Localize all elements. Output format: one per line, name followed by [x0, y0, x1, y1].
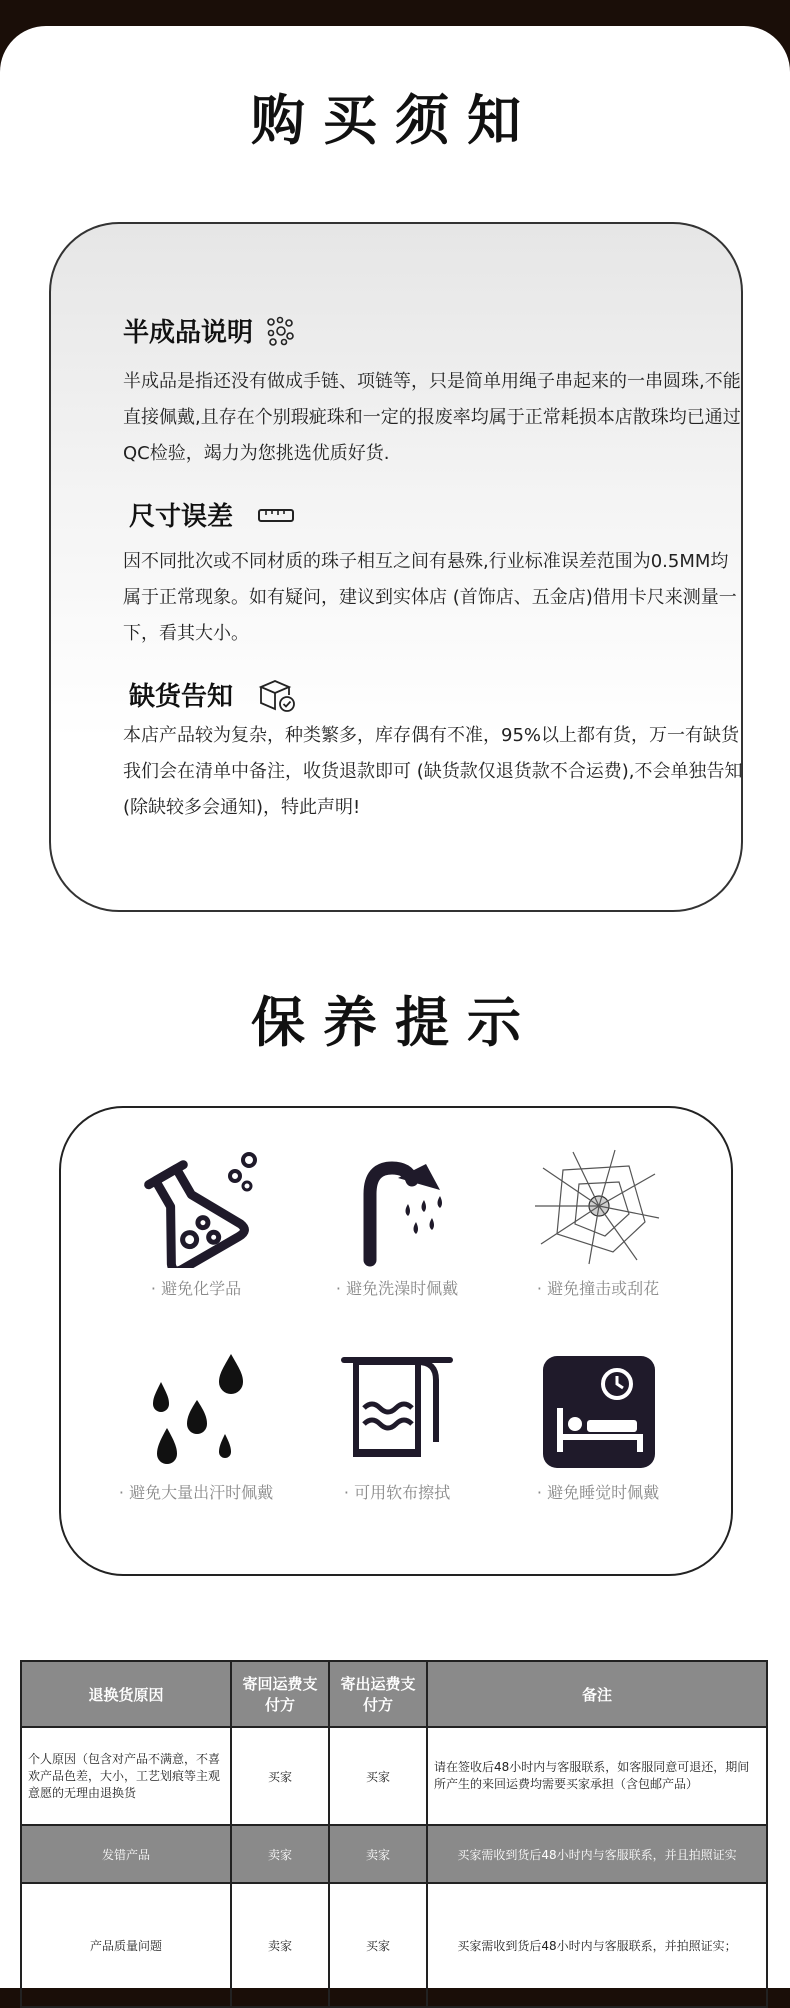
sleep-icon	[533, 1352, 663, 1472]
beads-icon	[263, 314, 297, 348]
section-heading	[129, 676, 297, 713]
table-header: 退换货原因	[21, 1661, 231, 1727]
section-text: 因不同批次或不同材质的珠子相互之间有悬殊,行业标准误差范围为0.5MM均属于正常现象。如有疑问，建议到实体店 (首饰店、五金店)借用卡尺来测量一下，看其大小。	[123, 551, 737, 644]
care-item	[297, 1148, 497, 1299]
section-heading-text: 缺货告知	[129, 682, 234, 712]
table-row	[21, 1727, 767, 1825]
section-heading-text: 尺寸误差	[129, 502, 234, 532]
care-label: · 避免洗澡时佩戴	[335, 1279, 459, 1298]
table-cell: 发错产品	[21, 1825, 231, 1883]
page	[0, 26, 790, 1988]
table-cell: 买家	[231, 1727, 329, 1825]
care-item	[498, 1352, 698, 1503]
flask-icon	[131, 1148, 261, 1268]
table-header-row	[21, 1661, 767, 1727]
sweat-drops-icon	[131, 1352, 261, 1472]
shower-icon	[332, 1148, 462, 1268]
table-cell: 买家需收到货后48小时内与客服联系，并拍照证实；	[427, 1883, 767, 2007]
table-cell: 个人原因（包含对产品不满意，不喜欢产品色差，大小，工艺划痕等主观意愿的无理由退换货	[21, 1727, 231, 1825]
care-label: · 避免化学品	[150, 1279, 242, 1298]
table-cell: 买家需收到货后48小时内与客服联系，并且拍照证实	[427, 1825, 767, 1883]
table-cell: 请在签收后48小时内与客服联系，如客服同意可退还，期间所产生的来回运费均需要买家承担（含包邮产品）	[427, 1727, 767, 1825]
towel-icon	[332, 1352, 462, 1472]
section-text: 本店产品较为复杂，种类繁多，库存偶有不准，95%以上都有货，万一有缺货我们会在清单中备注，收货退款即可 (缺货款仅退货款不合运费),不会单独告知 (除缺较多会通知)，特此声明!	[123, 725, 743, 818]
table-row	[21, 1825, 767, 1883]
purchase-title: 购买须知	[251, 88, 539, 152]
ruler-icon	[257, 505, 297, 525]
care-label: · 避免睡觉时佩戴	[536, 1483, 660, 1502]
purchase-notice-card	[49, 222, 743, 912]
care-item	[498, 1148, 698, 1299]
table-cell: 产品质量问题	[21, 1883, 231, 2007]
care-item	[96, 1352, 296, 1503]
table-cell: 卖家	[231, 1825, 329, 1883]
table-cell: 买家	[329, 1727, 427, 1825]
cracked-glass-icon	[533, 1148, 663, 1268]
table-cell: 买家	[329, 1883, 427, 2007]
care-label: · 可用软布擦拭	[343, 1483, 451, 1502]
care-item	[96, 1148, 296, 1299]
care-label: · 避免大量出汗时佩戴	[118, 1483, 274, 1502]
table-header: 寄回运费支付方	[231, 1661, 329, 1727]
care-title: 保养提示	[251, 990, 539, 1054]
section-heading	[129, 496, 297, 533]
section-heading-text: 半成品说明	[123, 318, 254, 348]
table-header: 寄出运费支付方	[329, 1661, 427, 1727]
table-header: 备注	[427, 1661, 767, 1727]
care-label: · 避免撞击或刮花	[536, 1279, 660, 1298]
care-card	[59, 1106, 733, 1576]
box-check-icon	[257, 677, 297, 713]
care-item	[297, 1352, 497, 1503]
table-row	[21, 1883, 767, 2007]
table-cell: 卖家	[329, 1825, 427, 1883]
section-heading	[123, 312, 297, 349]
table-cell: 卖家	[231, 1883, 329, 2007]
returns-table	[20, 1660, 768, 2008]
section-text: 半成品是指还没有做成手链、项链等，只是简单用绳子串起来的一串圆珠,不能直接佩戴,且存在个别瑕疵珠和一定的报废率均属于正常耗损本店散珠均已通过QC检验，竭力为您挑选优质好货.	[123, 371, 741, 464]
